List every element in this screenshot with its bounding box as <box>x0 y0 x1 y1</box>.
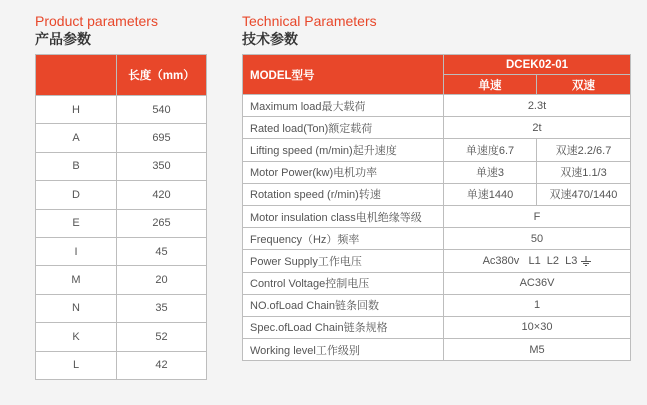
param-value: 420 <box>117 181 207 209</box>
table-row <box>243 228 631 250</box>
ground-icon <box>581 256 591 266</box>
table-row <box>243 183 631 205</box>
spec-label: Frequency（Hz）频率 <box>243 228 444 250</box>
spec-value: AC36V <box>444 272 631 294</box>
param-name: I <box>36 237 117 265</box>
spec-value: M5 <box>444 339 631 361</box>
spec-label: Maximum load最大载荷 <box>243 95 444 117</box>
spec-value: 1 <box>444 294 631 316</box>
spec-value: 2t <box>444 117 631 139</box>
param-value: 540 <box>117 96 207 124</box>
table-row <box>243 294 631 316</box>
spec-label: Rated load(Ton)额定载荷 <box>243 117 444 139</box>
table-row <box>36 124 207 152</box>
table-row <box>243 117 631 139</box>
param-value: 20 <box>117 266 207 294</box>
table-row <box>36 181 207 209</box>
table-row <box>243 272 631 294</box>
param-name: N <box>36 294 117 322</box>
table-row <box>36 351 207 379</box>
spec-label: Power Supply工作电压 <box>243 250 444 272</box>
header-blank-cell <box>36 55 117 96</box>
table-row <box>243 139 631 161</box>
param-value: 695 <box>117 124 207 152</box>
product-parameters-title: Product parameters <box>35 13 158 29</box>
param-value: 45 <box>117 237 207 265</box>
param-name: B <box>36 152 117 180</box>
power-supply-cell <box>444 250 631 272</box>
spec-label: Working level工作级别 <box>243 339 444 361</box>
spec-label: Motor insulation class电机绝缘等级 <box>243 205 444 227</box>
table-row <box>36 209 207 237</box>
table-row <box>36 96 207 124</box>
spec-value: Ac380v L1 L2 L3 <box>482 254 578 267</box>
table-row <box>243 250 631 272</box>
param-value: 42 <box>117 351 207 379</box>
header-length: 长度（mm） <box>117 55 207 96</box>
param-value: 350 <box>117 152 207 180</box>
table-row <box>243 95 631 117</box>
spec-value-single: 单速3 <box>444 161 537 183</box>
spec-label: Control Voltage控制电压 <box>243 272 444 294</box>
table-row <box>36 266 207 294</box>
table-row <box>36 294 207 322</box>
product-parameters-table <box>35 54 207 380</box>
table-row <box>243 316 631 338</box>
param-value: 35 <box>117 294 207 322</box>
param-name: M <box>36 266 117 294</box>
spec-value-single: 单速度6.7 <box>444 139 537 161</box>
table-row <box>36 237 207 265</box>
param-name: D <box>36 181 117 209</box>
header-single-speed: 单速 <box>444 75 537 95</box>
spec-value: 50 <box>444 228 631 250</box>
technical-parameters-title: Technical Parameters <box>242 13 377 29</box>
spec-label: Motor Power(kw)电机功率 <box>243 161 444 183</box>
header-double-speed: 双速 <box>537 75 631 95</box>
table-row <box>36 152 207 180</box>
table-row <box>243 339 631 361</box>
technical-parameters-title-cn: 技术参数 <box>242 31 298 47</box>
spec-label: NO.ofLoad Chain链条回数 <box>243 294 444 316</box>
param-name: E <box>36 209 117 237</box>
spec-value: F <box>444 205 631 227</box>
param-name: A <box>36 124 117 152</box>
spec-label: Lifting speed (m/min)起升速度 <box>243 139 444 161</box>
param-name: L <box>36 351 117 379</box>
table-row <box>243 161 631 183</box>
spec-value-single: 单速1440 <box>444 183 537 205</box>
header-model: MODEL型号 <box>243 55 444 95</box>
spec-value-double: 双速2.2/6.7 <box>537 139 631 161</box>
spec-value-double: 双速470/1440 <box>537 183 631 205</box>
spec-label: Spec.ofLoad Chain链条规格 <box>243 316 444 338</box>
param-name: H <box>36 96 117 124</box>
param-name: K <box>36 323 117 351</box>
spec-value: 2.3t <box>444 95 631 117</box>
product-parameters-title-cn: 产品参数 <box>35 31 91 47</box>
header-model-code: DCEK02-01 <box>444 55 631 75</box>
technical-parameters-table <box>242 54 631 361</box>
table-row <box>36 323 207 351</box>
spec-label: Rotation speed (r/min)转速 <box>243 183 444 205</box>
table-row <box>243 205 631 227</box>
spec-value: 10×30 <box>444 316 631 338</box>
spec-value-double: 双速1.1/3 <box>537 161 631 183</box>
param-value: 52 <box>117 323 207 351</box>
param-value: 265 <box>117 209 207 237</box>
